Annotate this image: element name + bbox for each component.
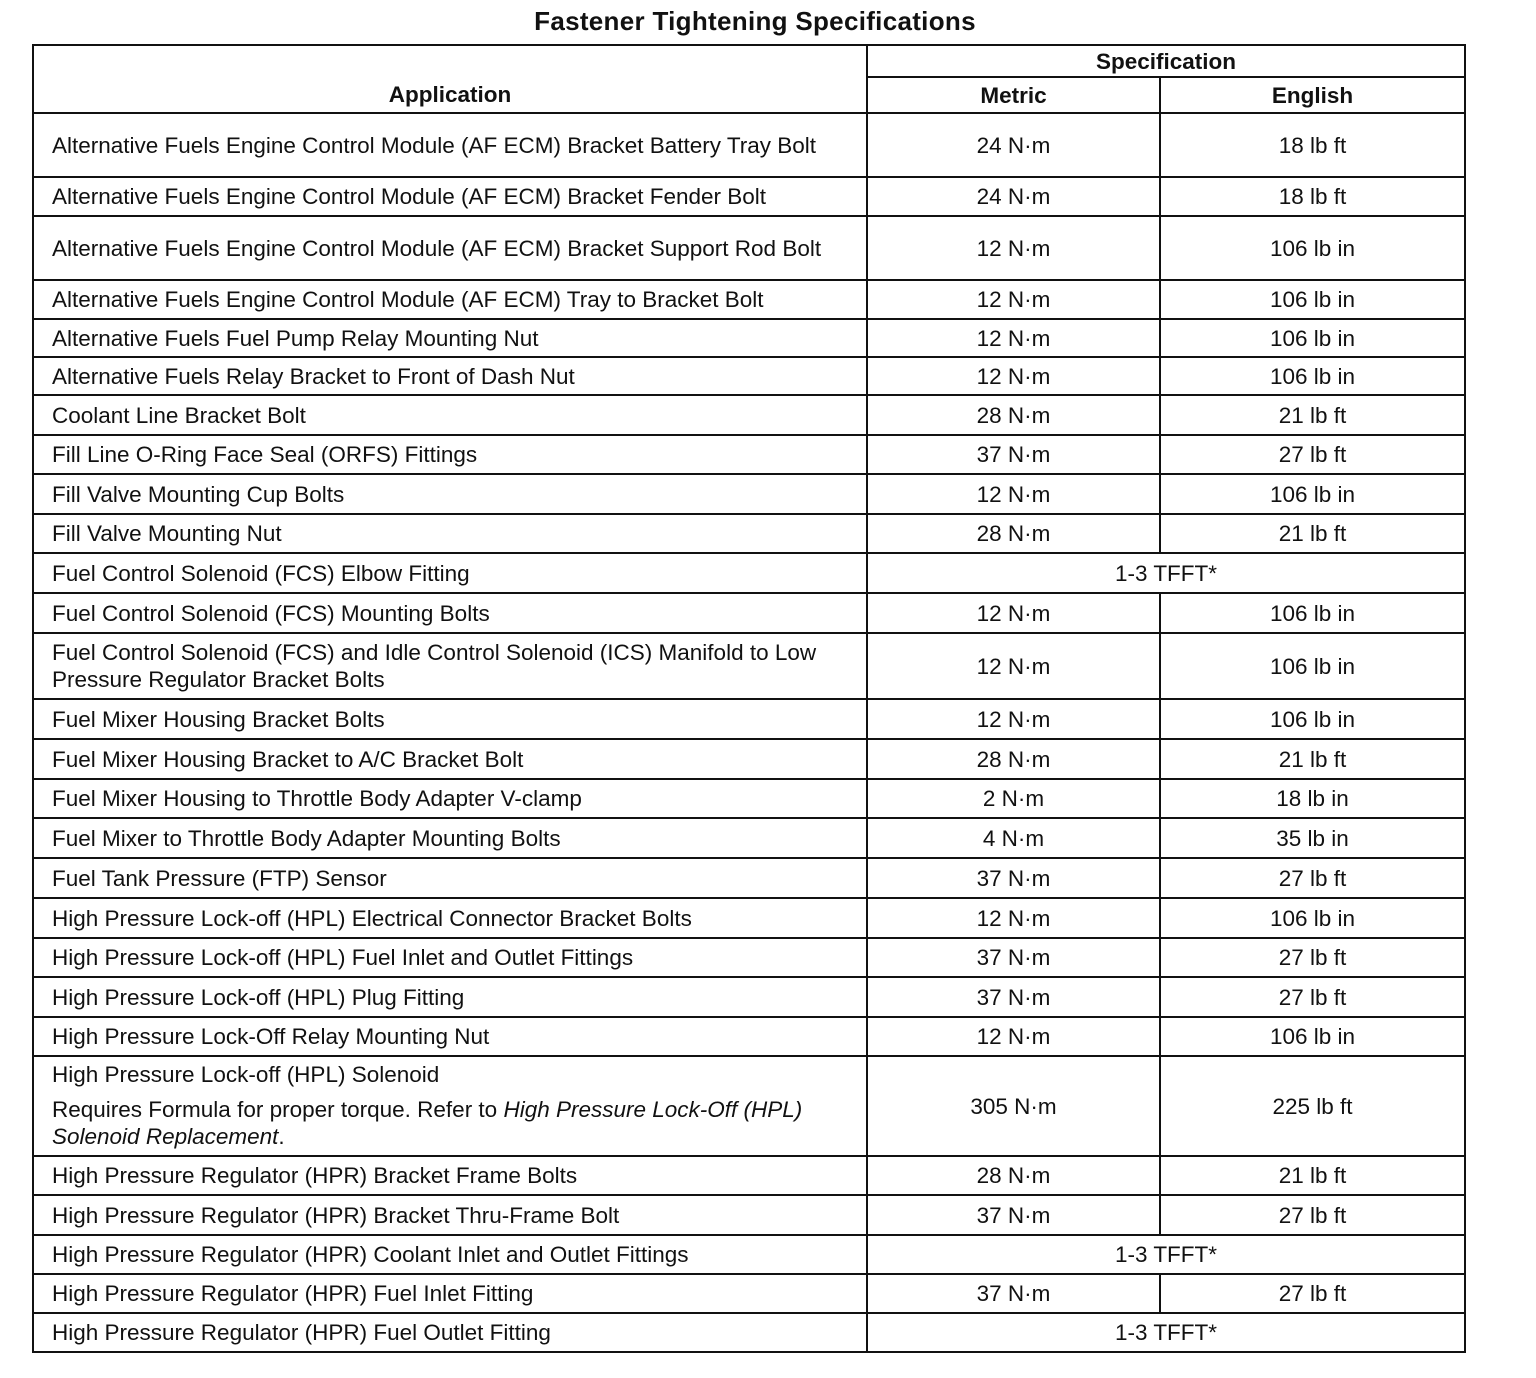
english-cell: 18 lb ft (1160, 113, 1465, 177)
table-row (33, 1195, 1465, 1235)
table-row (33, 1313, 1465, 1352)
english-cell: 27 lb ft (1160, 1274, 1465, 1313)
application-text: Fuel Mixer Housing Bracket Bolts (52, 706, 385, 732)
application-cell (33, 113, 867, 177)
application-cell (33, 1017, 867, 1056)
note-reference-link[interactable]: High Pressure Lock-Off (HPL) Solenoid Replacement (52, 1097, 803, 1149)
table-row (33, 938, 1465, 977)
application-cell (33, 280, 867, 319)
header-english: English (1160, 77, 1465, 113)
merged-spec-cell: 1-3 TFFT* (867, 1313, 1465, 1352)
application-text: High Pressure Lock-off (HPL) Electrical Connector Bracket Bolts (52, 905, 692, 931)
application-text: Fuel Mixer to Throttle Body Adapter Mounting Bolts (52, 825, 561, 851)
english-cell: 106 lb in (1160, 280, 1465, 319)
metric-cell: 4 N·m (867, 818, 1160, 858)
application-text: Alternative Fuels Engine Control Module (AF ECM) Bracket Fender Bolt (52, 184, 767, 209)
application-text: High Pressure Regulator (HPR) Coolant Inlet and Outlet Fittings (52, 1242, 689, 1267)
merged-spec-cell: 1-3 TFFT* (867, 1235, 1465, 1274)
english-cell: 225 lb ft (1160, 1056, 1465, 1156)
application-text: High Pressure Lock-off (HPL) Plug Fitting (52, 984, 465, 1010)
metric-cell: 24 N·m (867, 177, 1160, 216)
table-row (33, 1056, 1465, 1156)
metric-cell: 24 N·m (867, 113, 1160, 177)
metric-cell: 12 N·m (867, 216, 1160, 280)
table-row (33, 113, 1465, 177)
application-cell (33, 1235, 867, 1274)
metric-cell: 2 N·m (867, 779, 1160, 818)
english-cell: 18 lb in (1160, 779, 1465, 818)
application-cell (33, 593, 867, 633)
english-cell: 21 lb ft (1160, 1156, 1465, 1195)
english-cell: 27 lb ft (1160, 435, 1465, 474)
english-cell: 21 lb ft (1160, 395, 1465, 435)
application-cell (33, 699, 867, 739)
application-text: High Pressure Regulator (HPR) Bracket Frame Bolts (52, 1163, 578, 1188)
metric-cell: 37 N·m (867, 858, 1160, 898)
application-cell (33, 633, 867, 699)
table-row (33, 1274, 1465, 1313)
table-row (33, 977, 1465, 1017)
application-text: Fuel Control Solenoid (FCS) Mounting Bolts (52, 600, 490, 626)
english-cell: 106 lb in (1160, 319, 1465, 357)
english-cell: 106 lb in (1160, 593, 1465, 633)
metric-cell: 12 N·m (867, 357, 1160, 395)
metric-cell: 28 N·m (867, 739, 1160, 779)
metric-cell: 12 N·m (867, 898, 1160, 938)
table-row (33, 1017, 1465, 1056)
english-cell: 27 lb ft (1160, 977, 1465, 1017)
application-note (52, 1096, 860, 1150)
application-text: Fill Valve Mounting Nut (52, 521, 282, 546)
table-row (33, 699, 1465, 739)
application-cell (33, 177, 867, 216)
application-text: Fill Line O-Ring Face Seal (ORFS) Fittings (52, 442, 478, 467)
application-text: Fuel Mixer Housing to Throttle Body Adapter V-clamp (52, 786, 582, 811)
table-row (33, 319, 1465, 357)
english-cell: 106 lb in (1160, 898, 1465, 938)
application-cell (33, 898, 867, 938)
metric-cell: 37 N·m (867, 1274, 1160, 1313)
table-row (33, 435, 1465, 474)
application-text: Fuel Control Solenoid (FCS) Elbow Fitting (52, 560, 470, 586)
application-cell (33, 818, 867, 858)
page-title: Fastener Tightening Specifications (534, 6, 976, 36)
table-row (33, 858, 1465, 898)
english-cell: 27 lb ft (1160, 858, 1465, 898)
english-cell: 27 lb ft (1160, 938, 1465, 977)
application-text: Alternative Fuels Engine Control Module (AF ECM) Bracket Support Rod Bolt (52, 235, 822, 261)
torque-spec-table (32, 44, 1466, 1353)
application-text: Alternative Fuels Engine Control Module (AF ECM) Tray to Bracket Bolt (52, 287, 764, 312)
english-cell: 21 lb ft (1160, 514, 1465, 553)
english-cell: 106 lb in (1160, 1017, 1465, 1056)
header-specification: Specification (867, 45, 1465, 77)
table-row (33, 280, 1465, 319)
english-cell: 106 lb in (1160, 633, 1465, 699)
application-cell (33, 514, 867, 553)
english-cell: 106 lb in (1160, 474, 1465, 514)
application-text: Fuel Tank Pressure (FTP) Sensor (52, 865, 387, 891)
application-cell (33, 1274, 867, 1313)
application-text: Alternative Fuels Relay Bracket to Front of Dash Nut (52, 363, 575, 389)
application-cell (33, 553, 867, 593)
application-text: High Pressure Lock-off (HPL) Solenoid (52, 1062, 440, 1087)
table-row (33, 216, 1465, 280)
header-application: Application (33, 45, 867, 113)
metric-cell: 28 N·m (867, 514, 1160, 553)
application-text: Alternative Fuels Engine Control Module (AF ECM) Bracket Battery Tray Bolt (52, 132, 817, 158)
application-cell (33, 739, 867, 779)
metric-cell: 37 N·m (867, 977, 1160, 1017)
metric-cell: 12 N·m (867, 699, 1160, 739)
table-row (33, 357, 1465, 395)
metric-cell: 28 N·m (867, 395, 1160, 435)
metric-cell: 12 N·m (867, 280, 1160, 319)
table-row (33, 395, 1465, 435)
application-cell (33, 357, 867, 395)
application-text: Fill Valve Mounting Cup Bolts (52, 481, 345, 507)
metric-cell: 12 N·m (867, 1017, 1160, 1056)
application-cell (33, 474, 867, 514)
note-text: Requires Formula for proper torque. Refer to (52, 1097, 504, 1122)
application-text: High Pressure Lock-off (HPL) Fuel Inlet and Outlet Fittings (52, 945, 634, 970)
metric-cell: 12 N·m (867, 319, 1160, 357)
metric-cell: 305 N·m (867, 1056, 1160, 1156)
table-row (33, 633, 1465, 699)
application-cell (33, 319, 867, 357)
table-row (33, 818, 1465, 858)
application-cell (33, 1156, 867, 1195)
application-cell (33, 858, 867, 898)
note-end: . (278, 1124, 285, 1149)
english-cell: 106 lb in (1160, 699, 1465, 739)
application-text: Fuel Control Solenoid (FCS) and Idle Control Solenoid (ICS) Manifold to Low Pressure Regulator Bracket Bolts (52, 640, 817, 692)
application-text: Coolant Line Bracket Bolt (52, 402, 306, 428)
merged-spec-cell: 1-3 TFFT* (867, 553, 1465, 593)
table-row (33, 177, 1465, 216)
metric-cell: 37 N·m (867, 1195, 1160, 1235)
table-row (33, 1156, 1465, 1195)
application-cell (33, 1313, 867, 1352)
application-cell (33, 1056, 867, 1156)
application-cell (33, 779, 867, 818)
application-text: High Pressure Regulator (HPR) Bracket Thru-Frame Bolt (52, 1202, 620, 1228)
application-cell (33, 1195, 867, 1235)
application-text: High Pressure Lock-Off Relay Mounting Nut (52, 1024, 490, 1049)
table-row (33, 898, 1465, 938)
table-row (33, 1235, 1465, 1274)
english-cell: 106 lb in (1160, 216, 1465, 280)
english-cell: 27 lb ft (1160, 1195, 1465, 1235)
metric-cell: 12 N·m (867, 474, 1160, 514)
table-row (33, 593, 1465, 633)
metric-cell: 28 N·m (867, 1156, 1160, 1195)
application-cell (33, 216, 867, 280)
table-body (33, 113, 1465, 1352)
english-cell: 18 lb ft (1160, 177, 1465, 216)
english-cell: 35 lb in (1160, 818, 1465, 858)
metric-cell: 37 N·m (867, 938, 1160, 977)
application-cell (33, 395, 867, 435)
application-text: High Pressure Regulator (HPR) Fuel Inlet Fitting (52, 1281, 534, 1306)
application-text: Fuel Mixer Housing Bracket to A/C Bracket Bolt (52, 746, 524, 772)
table-row (33, 514, 1465, 553)
application-cell (33, 938, 867, 977)
table-row (33, 779, 1465, 818)
application-cell (33, 977, 867, 1017)
table-row (33, 739, 1465, 779)
table-row (33, 553, 1465, 593)
english-cell: 21 lb ft (1160, 739, 1465, 779)
application-text: High Pressure Regulator (HPR) Fuel Outlet Fitting (52, 1320, 551, 1345)
metric-cell: 12 N·m (867, 633, 1160, 699)
table-row (33, 474, 1465, 514)
metric-cell: 37 N·m (867, 435, 1160, 474)
english-cell: 106 lb in (1160, 357, 1465, 395)
header-metric: Metric (867, 77, 1160, 113)
application-text: Alternative Fuels Fuel Pump Relay Mounting Nut (52, 325, 539, 351)
metric-cell: 12 N·m (867, 593, 1160, 633)
application-cell (33, 435, 867, 474)
